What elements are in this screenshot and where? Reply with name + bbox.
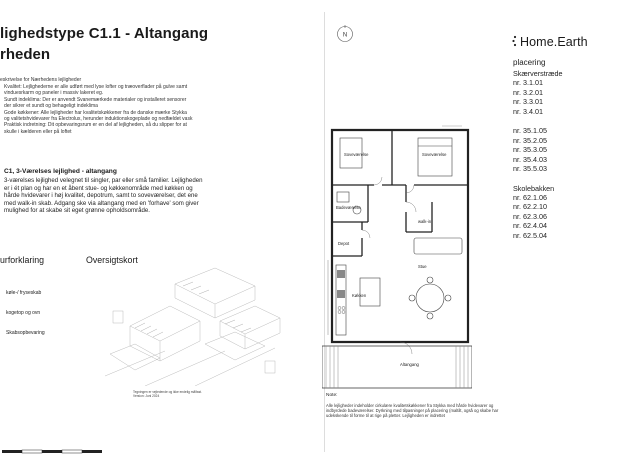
overview-map (105, 266, 285, 386)
legend-item-fridge: køle-/ fryseskab (6, 290, 42, 296)
unit-item: nr. 35.3.05 (513, 145, 547, 155)
legend-heading: urforklaring (0, 255, 45, 265)
room-label-bedroom2: Soveværelse (422, 152, 447, 157)
unit-item: nr. 62.4.04 (513, 221, 547, 231)
room-label-kitchen: Køkken (352, 293, 367, 298)
room-label-bedroom1: Soveværelse (344, 152, 369, 157)
apartment-line: mulighed for at skabe sit eget grønne opholdsområde. (4, 207, 150, 214)
page-title: lighedstype C1.1 - Altangang (0, 25, 209, 42)
legend-item-stove: kogetop og ovn (6, 310, 41, 316)
note-text: Alle lejligheder indeholder cirkulære kvalitetskøkkener fra Stykka med hårde hvidevarer og indbyrdede badeværelser. Dyrkning med tilpasninger på placering (maltilt, også og skabe har udekskende til forme til at rige på pletter. Lejligheden er indrettet (326, 403, 499, 419)
unit-group-title: Skærverstræde (513, 69, 563, 78)
unit-list (513, 69, 563, 240)
note-heading: Note: (326, 393, 338, 398)
unit-item: nr. 35.4.03 (513, 154, 547, 164)
quality-line: skulle i kælderen eller på loftet (4, 128, 72, 135)
quality-line: og valitetshvidevarer fra Electrolux, herunder induktionskogeplade og nedfældet vask (4, 116, 193, 123)
apartment-line: 3-værelses lejlighed velegnet til singler, par eller små familier. Lejligheden (4, 177, 203, 184)
quality-line: der sikrer et sundt og behageligt indeklima (4, 103, 98, 110)
quality-line: vinduesrkarm og paneler i massiv lakeret eg. (4, 90, 104, 97)
apartment-description (4, 177, 239, 215)
brand-name: Home.Earth (520, 35, 588, 49)
unit-item: nr. 62.1.06 (513, 192, 547, 202)
brand-logo (512, 35, 588, 49)
unit-item: nr. 3.1.01 (513, 78, 543, 88)
room-label-depot: Depot (338, 241, 350, 246)
map-footnote: Tegningen er vejledende og ikke endelig målfast. Version: Juni 2024 (133, 390, 202, 398)
unit-gap (513, 116, 563, 126)
unit-item: nr. 35.2.05 (513, 135, 547, 145)
section-description: eskrivelse for Nærhedens lejligheder (0, 77, 82, 83)
apartment-line: er i ét plan og har en et åbent stue- og køkkenområde med køkken og (4, 184, 193, 192)
apartment-heading: C1, 3-Værelses lejlighed - altangang (4, 168, 117, 175)
unit-gap (513, 174, 563, 184)
unit-item: nr. 3.2.01 (513, 87, 543, 97)
room-label-balcony: Altangang (400, 362, 419, 367)
quality-line: Kvalitet: Lejlighederne er alle udført med lyse lofter og træoverflader på gulve samt (4, 84, 188, 90)
quality-line: Sundt indeklima: Der er anvendt Svanemærkede materialer og installeret sensorer (4, 96, 187, 103)
legend-list (6, 290, 86, 350)
north-arrow-icon (336, 25, 354, 43)
floor-plan (322, 120, 472, 400)
unit-item: nr. 62.3.06 (513, 211, 547, 221)
placement-label: placering (513, 58, 546, 67)
room-label-bath: Badeværelse (336, 205, 361, 210)
apartment-line: med walk-in skab. Adgang ske via altangang med en 'forhave' som giver (4, 199, 199, 207)
unit-item: nr. 35.5.03 (513, 164, 547, 174)
quality-line: Gode køkkener: Alle lejligheder har kvalitetskøkkener fra de danske mærke Stykka (4, 109, 187, 116)
unit-item: nr. 62.5.04 (513, 230, 547, 240)
legend-item-storage: Skabsopbevaring (6, 330, 45, 336)
page-subtitle: rheden (0, 46, 51, 63)
unit-item: nr. 3.3.01 (513, 97, 543, 107)
apartment-line: hårde hvidevarer i høj kvalitet, depotrum, samt to soveværelser, det ene (4, 192, 198, 199)
quality-line: Praktisk indretning: Dit opbevaringsrum er en del af lejligheden, så du slipper for at (4, 122, 187, 129)
brand-dots-icon (512, 35, 520, 47)
unit-item: nr. 62.2.10 (513, 202, 547, 212)
unit-item: nr. 3.4.01 (513, 106, 543, 116)
quality-description (4, 84, 234, 135)
unit-group-title: Skolebakken (513, 183, 555, 193)
room-label-walkin: walk-in (418, 219, 432, 224)
unit-item: nr. 35.1.05 (513, 126, 547, 136)
map-heading: Oversigtskort (86, 255, 138, 265)
north-label: N (342, 32, 348, 39)
room-label-living: Stue (418, 264, 427, 269)
scale-bar (0, 448, 110, 460)
